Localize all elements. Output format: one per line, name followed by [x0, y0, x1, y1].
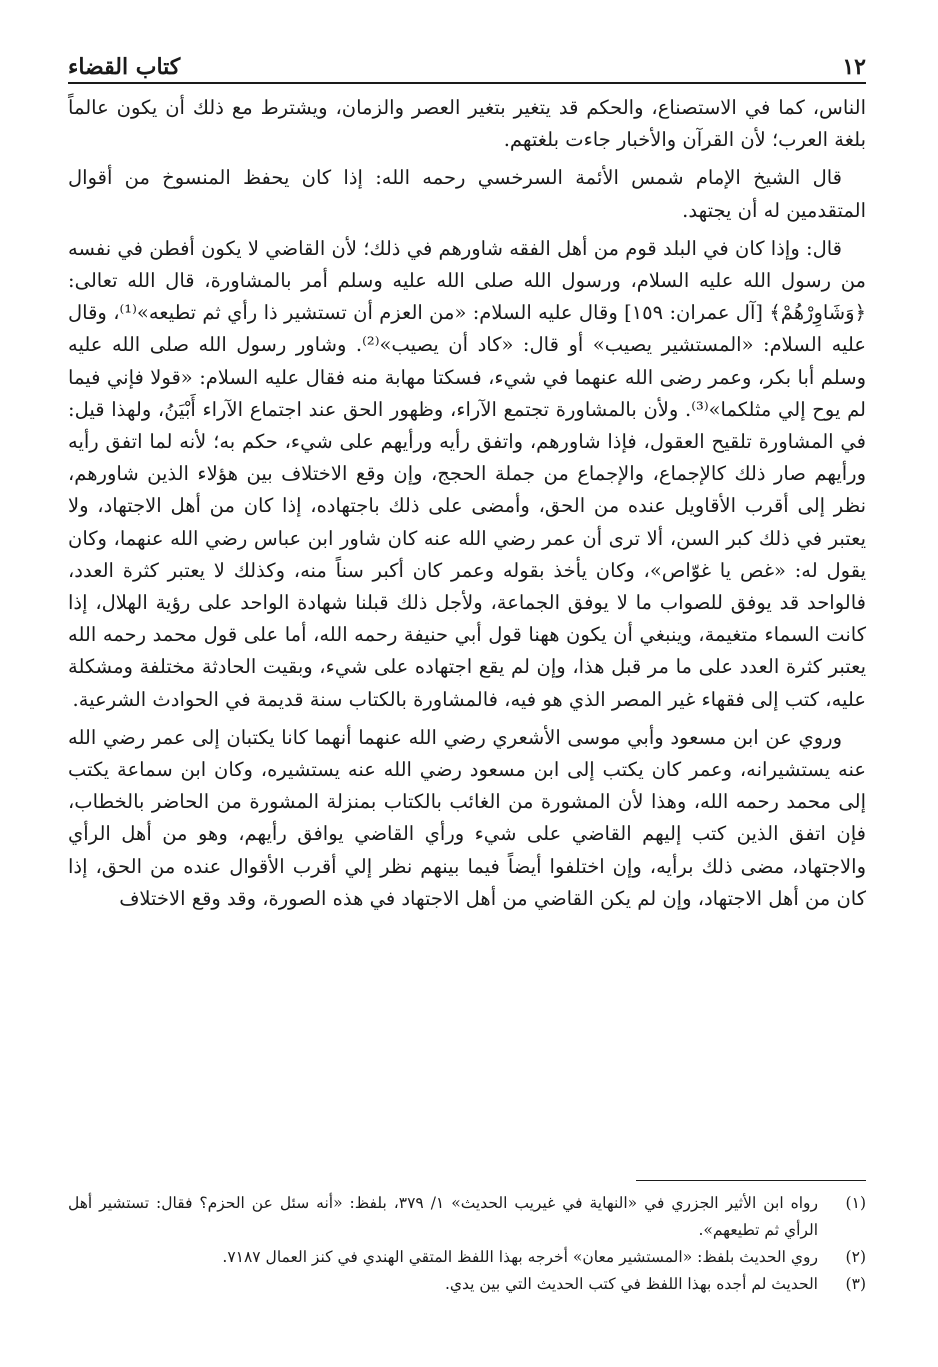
footnote-text: روي الحديث بلفظ: «المستشير معان» أخرجه بهذا اللفظ المتقي الهندي في كنز العمال ٧١٨٧. — [222, 1248, 818, 1266]
book-title: كتاب القضاء — [68, 54, 181, 80]
main-text — [68, 92, 866, 921]
footnote-separator — [636, 1180, 866, 1181]
paragraph: قال الشيخ الإمام شمس الأئمة السرخسي رحمه الله: إذا كان يحفظ المنسوخ من أقوال المتقدمين له أن يجتهد. — [68, 166, 866, 222]
running-head — [68, 38, 866, 78]
footnote-text: رواه ابن الأثير الجزري في «النهاية في غيريب الحديث» ١/ ٣٧٩، بلفظ: «أنه سئل عن الحزم؟ فقال: تستشير أهل الرأي ثم تطيعهم». — [68, 1194, 819, 1239]
footnote-text: الحديث لم أجده بهذا اللفظ في كتب الحديث التي بين يدي. — [444, 1275, 818, 1293]
footnote — [68, 1271, 866, 1298]
footnote-mark: (٣) — [845, 1275, 866, 1293]
footnote — [68, 1190, 866, 1244]
header-rule — [68, 82, 866, 84]
paragraph: قال: وإذا كان في البلد قوم من أهل الفقه شاورهم في ذلك؛ لأن القاضي لا يكون أفطن في نفسه من رسول الله عليه السلام، ورسول الله صلى الله عليه وسلم أمر بالمشاورة، قال الله تعالى: ﴿وَشَاوِرْهُمْ﴾ [آل عمران: ١٥٩] وقال عليه السلام: «من العزم أن تستشير ذا رأي ثم تطيعه»⁽¹⁾، وقال عليه السلام: «المستشير يصيب» أو قال: «كاد أن يصيب»⁽²⁾. وشاور رسول الله صلى الله عليه وسلم أبا بكر، وعمر رضى الله عنهما في شيء، فسكتا مهابة منه فقال عليه السلام: «قولا فإني فيما لم يوح إلي مثلكما»⁽³⁾. ولأن بالمشاورة تجتمع الآراء، وظهور الحق عند اجتماع الآراء أَبْيَنُ، ولهذا قيل: في المشاورة تلقيح العقول، فإذا شاورهم، واتفق رأيه ورأيهم على شيء، حكم به؛ لأنه لما اتفق رأيه ورأيهم صار ذلك كالإجماع، والإجماع من جملة الحجج، وإن وقع الاختلاف بين هؤلاء الذين شاورهم، نظر إلى أقرب الأقاويل عنده من الحق، وأمضى على ذلك باجتهاده، إذا كان من أهل الاجتهاد، ولا يعتبر في ذلك كبر السن، ألا ترى أن عمر رضي الله عنه كان شاور ابن عباس رضي الله عنهما، وكان يقول له: «غص يا غوّاص»، وكان يأخذ بقوله وعمر كان أكبر سناً منه، وكذلك لا يعتبر كثرة العدد، فالواحد قد يوفق للصواب ما لا يوفق الجماعة، ولأجل ذلك قبلنا شهادة الواحد على رؤية الهلال، إذا كانت السماء متغيمة، وينبغي أن يكون ههنا قول أبي حنيفة رحمه الله، أما على قول محمد رحمه الله يعتبر كثرة العدد على ما مر قبل هذا، وإن لم يقع اجتهاده على شيء، وبقيت الحادثة مختلفة ومشكلة عليه، كتب إلى فقهاء غير المصر الذي هو فيه، فالمشاورة بالكتاب سنة قديمة في الحوادث الشرعية. — [68, 236, 866, 711]
paragraph: الناس، كما في الاستصناع، والحكم قد يتغير بتغير العصر والزمان، ويشترط مع ذلك أن يكون عالماً بلغة العرب؛ لأن القرآن والأخبار جاءت بلغتهم. — [68, 96, 866, 152]
footnote-mark: (١) — [845, 1194, 866, 1212]
footnote — [68, 1244, 866, 1271]
paragraph: وروي عن ابن مسعود وأبي موسى الأشعري رضي الله عنهما أنهما كانا يكتبان إلى عمر رضي الله عنه يستشيرانه، وعمر كان يكتب إلى ابن مسعود رضي الله عنه يستشيره، وكان ابن سماعة يكتب إلى محمد رحمه الله، وهذا لأن المشورة من الغائب بالكتاب بمنزلة المشورة من الحاضر بالخطاب، فإن اتفق الذين كتب إليهم القاضي على شيء ورأي القاضي يوافق رأيهم، وهو من أهل الرأي والاجتهاد، مضى ذلك برأيه، وإن اختلفوا أيضاً فيما بينهم نظر إلي أقرب الأقوال عنده من الحق، إذا كان من أهل الاجتهاد، وإن لم يكن القاضي من أهل الاجتهاد في هذه الصورة، وقد وقع الاختلاف — [68, 725, 866, 910]
footnote-mark: (٢) — [845, 1248, 866, 1266]
footnotes — [68, 1190, 866, 1298]
page-number: ١٢ — [842, 54, 866, 80]
